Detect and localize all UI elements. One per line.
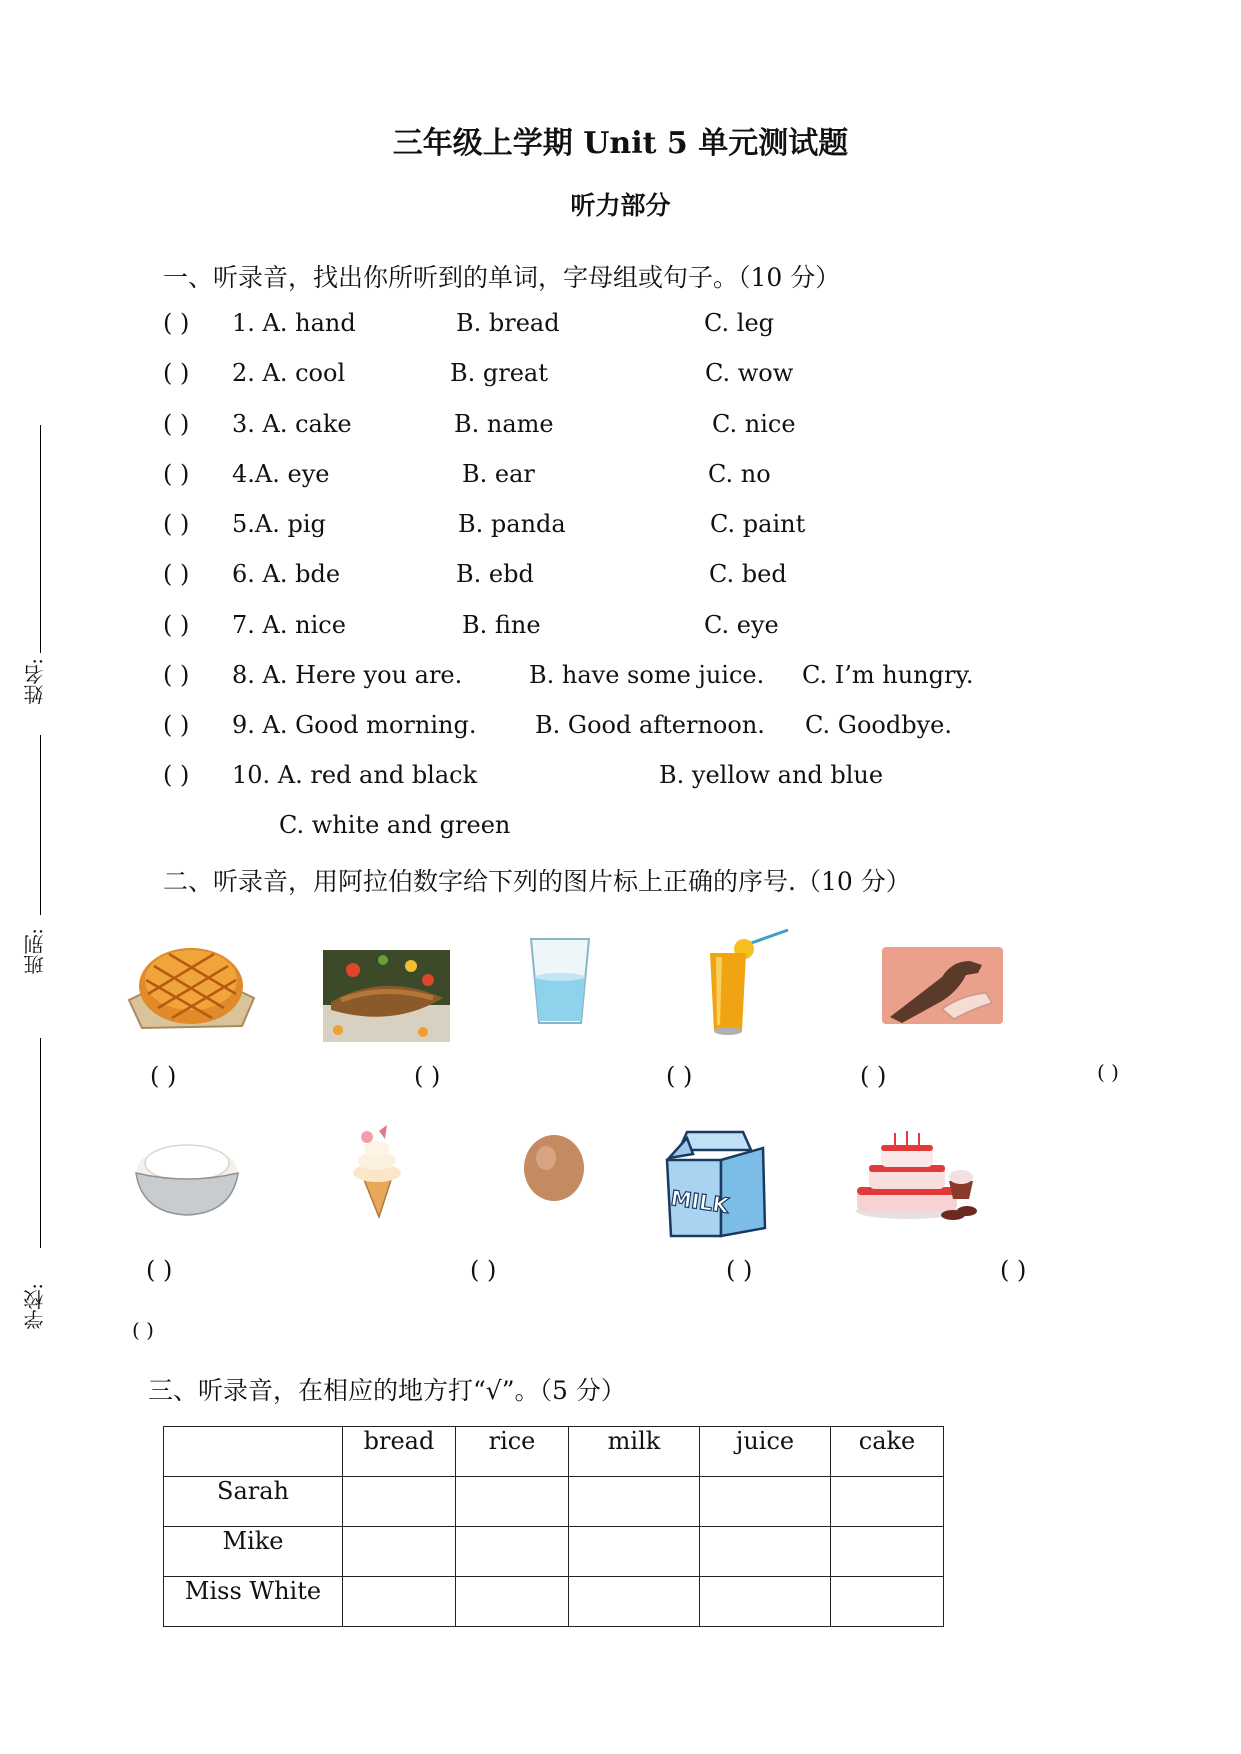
page-title: 三年级上学期 Unit 5 单元测试题	[392, 126, 849, 161]
column-header: bread	[343, 1427, 456, 1477]
check-cell[interactable]	[700, 1477, 831, 1527]
milk-picture	[663, 1128, 773, 1240]
answer-blank[interactable]: ( )	[163, 510, 190, 538]
option-a: 2. A. cool	[232, 359, 346, 387]
check-cell[interactable]	[569, 1477, 700, 1527]
option-b: B. panda	[458, 510, 566, 538]
picture-blank[interactable]: ( )	[666, 1062, 693, 1090]
row-header: Mike	[164, 1527, 343, 1577]
hand-shadow-picture	[882, 947, 1003, 1024]
option-b: B. name	[454, 410, 554, 438]
option-a: 1. A. hand	[232, 309, 356, 337]
answer-blank[interactable]: ( )	[163, 359, 190, 387]
milk-text: MILK	[669, 1186, 731, 1218]
school-label: 学校:	[23, 1283, 47, 1330]
table-corner	[164, 1427, 343, 1477]
option-c: C. paint	[710, 510, 806, 538]
option-a: 5.A. pig	[232, 510, 326, 538]
picture-blank[interactable]: ( )	[146, 1256, 173, 1284]
option-a: 3. A. cake	[232, 410, 352, 438]
check-cell[interactable]	[456, 1477, 569, 1527]
section1-heading: 一、听录音，找出你所听到的单词，字母组或句子。（10 分）	[163, 263, 841, 292]
side-line	[40, 735, 41, 915]
picture-blank[interactable]: ( )	[150, 1062, 177, 1090]
side-line	[40, 1038, 41, 1248]
row-header: Miss White	[164, 1577, 343, 1627]
option-c: C. wow	[705, 359, 794, 387]
option-b: B. ear	[462, 460, 535, 488]
picture-blank[interactable]: ( )	[132, 1318, 154, 1342]
picture-blank[interactable]: ( )	[726, 1256, 753, 1284]
section2-heading: 二、听录音，用阿拉伯数字给下列的图片标上正确的序号.（10 分）	[163, 867, 911, 896]
option-a: 9. A. Good morning.	[232, 711, 477, 739]
column-header: milk	[569, 1427, 700, 1477]
juice-picture	[700, 925, 792, 1037]
row-header: Sarah	[164, 1477, 343, 1527]
option-c: C. eye	[704, 611, 779, 639]
page-subtitle: 听力部分	[570, 191, 671, 220]
option-c: C. Goodbye.	[805, 711, 952, 739]
check-cell[interactable]	[456, 1527, 569, 1577]
option-c: C. bed	[709, 560, 787, 588]
check-cell[interactable]	[831, 1577, 944, 1627]
fish-picture	[323, 950, 450, 1042]
option-a: 7. A. nice	[232, 611, 346, 639]
answer-blank[interactable]: ( )	[163, 410, 190, 438]
option-b: B. great	[450, 359, 548, 387]
answer-blank[interactable]: ( )	[163, 711, 190, 739]
option-b: B. have some juice.	[529, 661, 765, 689]
option-b: B. fine	[462, 611, 541, 639]
check-cell[interactable]	[343, 1477, 456, 1527]
table-header-row	[164, 1427, 944, 1477]
picture-blank[interactable]: ( )	[860, 1062, 887, 1090]
picture-blank[interactable]: ( )	[1097, 1060, 1119, 1084]
option-b: B. bread	[456, 309, 560, 337]
option-b: B. yellow and blue	[659, 761, 884, 789]
bread-picture	[124, 938, 259, 1033]
check-cell[interactable]	[456, 1577, 569, 1627]
check-cell[interactable]	[343, 1527, 456, 1577]
answer-blank[interactable]: ( )	[163, 611, 190, 639]
egg-picture	[522, 1132, 586, 1202]
option-c: C. nice	[712, 410, 796, 438]
option-c: C. I’m hungry.	[802, 661, 974, 689]
check-cell[interactable]	[831, 1527, 944, 1577]
answer-blank[interactable]: ( )	[163, 560, 190, 588]
answer-blank[interactable]: ( )	[163, 761, 190, 789]
picture-blank[interactable]: ( )	[1000, 1256, 1027, 1284]
answer-blank[interactable]: ( )	[163, 460, 190, 488]
side-line	[40, 425, 41, 653]
check-cell[interactable]	[700, 1527, 831, 1577]
check-cell[interactable]	[831, 1477, 944, 1527]
rice-picture	[132, 1133, 242, 1217]
table-row	[164, 1477, 944, 1527]
check-cell[interactable]	[700, 1577, 831, 1627]
picture-blank[interactable]: ( )	[470, 1256, 497, 1284]
option-b: B. Good afternoon.	[535, 711, 765, 739]
option-a: 8. A. Here you are.	[232, 661, 463, 689]
class-label: 班别:	[23, 928, 47, 975]
option-a: 4.A. eye	[232, 460, 330, 488]
picture-blank[interactable]: ( )	[414, 1062, 441, 1090]
table-row	[164, 1577, 944, 1627]
check-table	[163, 1426, 944, 1627]
check-cell[interactable]	[343, 1577, 456, 1627]
option-c: C. leg	[704, 309, 775, 337]
option-c: C. no	[708, 460, 771, 488]
option-c: C. white and green	[279, 811, 511, 839]
column-header: rice	[456, 1427, 569, 1477]
section3-heading: 三、听录音，在相应的地方打“√”。（5 分）	[148, 1376, 626, 1405]
answer-blank[interactable]: ( )	[163, 661, 190, 689]
ice-cream-picture	[345, 1125, 410, 1221]
table-row	[164, 1527, 944, 1577]
option-a: 10. A. red and black	[232, 761, 478, 789]
water-picture	[527, 935, 593, 1027]
check-cell[interactable]	[569, 1577, 700, 1627]
option-b: B. ebd	[456, 560, 534, 588]
column-header: cake	[831, 1427, 944, 1477]
option-a: 6. A. bde	[232, 560, 341, 588]
cake-picture	[853, 1127, 978, 1225]
answer-blank[interactable]: ( )	[163, 309, 190, 337]
check-cell[interactable]	[569, 1527, 700, 1577]
column-header: juice	[700, 1427, 831, 1477]
name-label: 姓名:	[23, 658, 47, 705]
